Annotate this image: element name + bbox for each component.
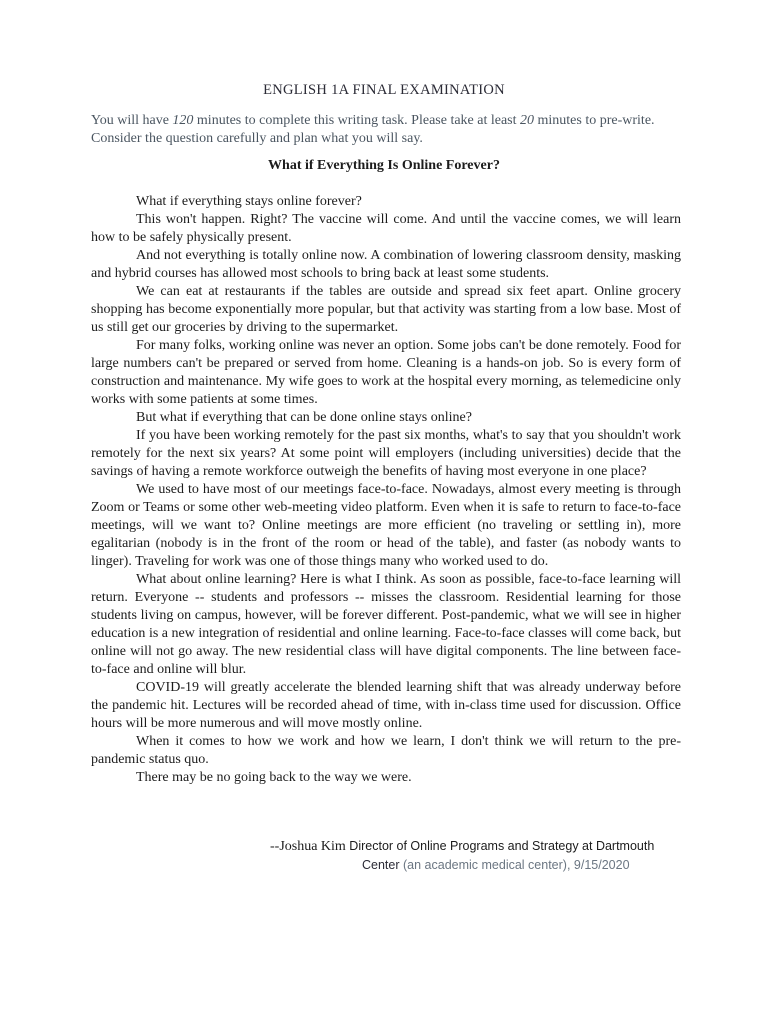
essay-paragraph: There may be no going back to the way we were.	[136, 770, 412, 785]
attribution-center: Center	[362, 858, 400, 872]
prewrite-minutes: 20	[520, 113, 535, 128]
attribution-line-2	[270, 856, 710, 874]
author-name: --Joshua Kim	[270, 839, 346, 854]
essay-paragraph: What about online learning? Here is what I think. As soon as possible, face-to-face learning will return. Everyone -- students and professors -- misses the classroom. Residential learning for those students living on campus, however, will be forever different. Post-pandemic, what we will see in higher education is a new integration of residential and online learning. Face-to-face classes will come back, but online will not go away. The new residential class will have digital components. The line between face-to-face and online will blur.	[91, 572, 681, 677]
essay-paragraph: We used to have most of our meetings face-to-face. Nowadays, almost every meeting is through Zoom or Teams or some other web-meeting video platform. Even when it is safe to return to face-to-face meetings, will we want to? Online meetings are more efficient (no traveling or settling in), more egalitarian (nobody is in the front of the room or head of the table), and faster (as nobody wants to linger). Traveling for work was one of those things many who worked used to do.	[91, 482, 681, 569]
total-minutes: 120	[172, 113, 194, 128]
essay-paragraph: This won't happen. Right? The vaccine will come. And until the vaccine comes, we will learn how to be safely physically present.	[91, 212, 681, 245]
instructions-text-2: minutes to complete this writing task. Please take at least	[193, 113, 521, 128]
essay-paragraph: For many folks, working online was never an option. Some jobs can't be done remotely. Food for large numbers can't be prepared or served from home. Cleaning is a hands-on job. So is every form of construction and maintenance. My wife goes to work at the hospital every morning, as telemedicine only works with some patients at some times.	[91, 338, 681, 407]
attribution-line-1	[270, 837, 710, 856]
author-role: Director of Online Programs and Strategy at Dartmouth	[345, 839, 655, 853]
exam-title: ENGLISH 1A FINAL EXAMINATION	[263, 82, 505, 98]
essay-paragraph: But what if everything that can be done online stays online?	[136, 410, 472, 425]
essay-paragraph: What if everything stays online forever?	[136, 194, 362, 209]
essay-paragraph: COVID-19 will greatly accelerate the blended learning shift that was already underway before the pandemic hit. Lectures will be recorded ahead of time, with in-class time used for discussion. Office hours will be more numerous and will move mostly online.	[91, 680, 681, 731]
essay-paragraph: And not everything is totally online now. A combination of lowering classroom density, masking and hybrid courses has allowed most schools to bring back at least some students.	[91, 248, 681, 281]
instructions-text-1: You will have	[91, 113, 173, 128]
instructions-text-3: minutes to pre-write. Consider the question carefully and plan what you will say.	[91, 113, 655, 146]
exam-instructions	[91, 112, 681, 148]
essay-body	[91, 193, 681, 787]
attribution	[270, 837, 710, 874]
attribution-date: (an academic medical center), 9/15/2020	[399, 858, 630, 872]
essay-paragraph: If you have been working remotely for the past six months, what's to say that you shouldn't work remotely for the next six years? At some point will employers (including universities) decide that the savings of having a remote workforce outweigh the benefits of having most everyone in one place?	[91, 428, 681, 479]
essay-paragraph: When it comes to how we work and how we learn, I don't think we will return to the pre-pandemic status quo.	[91, 734, 681, 767]
essay-title: What if Everything Is Online Forever?	[268, 158, 500, 173]
essay-paragraph: We can eat at restaurants if the tables are outside and spread six feet apart. Online grocery shopping has become exponentially more popular, but that activity was starting from a low base. Most of us still get our groceries by driving to the supermarket.	[91, 284, 681, 335]
